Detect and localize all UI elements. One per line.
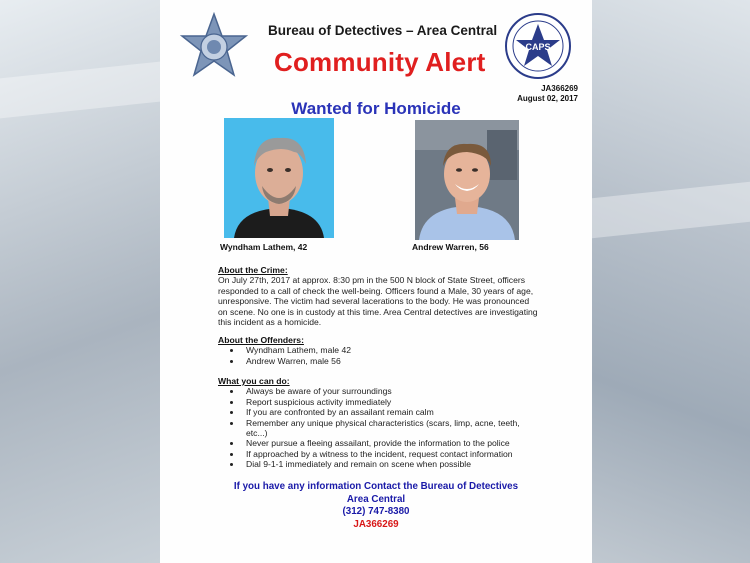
crime-line: On July 27th, 2017 at approx. 8:30 pm in the 500 N block of State Street, officers (218, 275, 526, 286)
contact-case-number: JA366269 (353, 518, 399, 530)
offenders-heading: About the Offenders: (218, 335, 304, 345)
actions-section (218, 376, 568, 470)
alert-document (160, 0, 592, 563)
caps-logo-text: CAPS (525, 42, 551, 52)
suspect-portrait-2 (415, 120, 519, 240)
unit-title: Bureau of Detectives – Area Central (268, 23, 498, 38)
action-item-continuation: etc...) (246, 428, 268, 439)
caps-seal-icon (504, 12, 572, 80)
crime-heading: About the Crime: (218, 265, 288, 275)
action-item: • Dial 9-1-1 immediately and remain on scene when possible (242, 459, 568, 469)
crime-line: on scene. No one is in custody at this time. Area Central detectives are investigating (218, 306, 538, 317)
offender-item: • Andrew Warren, male 56 (242, 356, 568, 366)
background-right (592, 0, 750, 563)
suspect-caption-2: Andrew Warren, 56 (412, 242, 489, 252)
actions-list (218, 386, 568, 469)
contact-phone: (312) 747-8380 (342, 506, 410, 517)
action-item: • Never pursue a fleeing assailant, provide the information to the police (242, 438, 568, 448)
contact-block (160, 481, 592, 531)
action-item: • Report suspicious activity immediately (242, 397, 568, 407)
actions-heading: What you can do: (218, 376, 290, 386)
suspect-caption-1: Wyndham Lathem, 42 (220, 242, 308, 252)
suspect-photo-1 (224, 118, 334, 238)
crime-line: unresponsive. The victim had several lacerations to the body. He was pronounced (218, 296, 530, 307)
action-item: • Always be aware of your surroundings (242, 386, 568, 396)
offenders-list (218, 345, 568, 366)
action-item (242, 418, 568, 439)
case-date: August 02, 2017 (517, 94, 578, 103)
suspect-portrait-1 (224, 118, 334, 238)
crime-section (218, 265, 568, 327)
case-number: JA366269 (541, 84, 578, 93)
action-item-text: Remember any unique physical characteristics (scars, limp, acne, teeth, (246, 417, 520, 428)
suspect-photo-2 (415, 120, 519, 240)
crime-line: responded to a call of check the well-being. Officers found a Male, 30 years of age, (218, 285, 534, 296)
contact-line-2: Area Central (346, 493, 406, 505)
alert-title: Community Alert (274, 47, 486, 77)
offenders-section (218, 335, 568, 366)
offender-item: • Wyndham Lathem, male 42 (242, 345, 568, 355)
action-item: • If you are confronted by an assailant remain calm (242, 407, 568, 417)
wanted-headline: Wanted for Homicide (291, 99, 461, 118)
contact-line-1: If you have any information Contact the Bureau of Detectives (233, 481, 519, 492)
police-star-icon (178, 12, 250, 84)
crime-line: this incident as a homicide. (218, 317, 322, 328)
action-item: • If approached by a witness to the incident, request contact information (242, 449, 568, 459)
